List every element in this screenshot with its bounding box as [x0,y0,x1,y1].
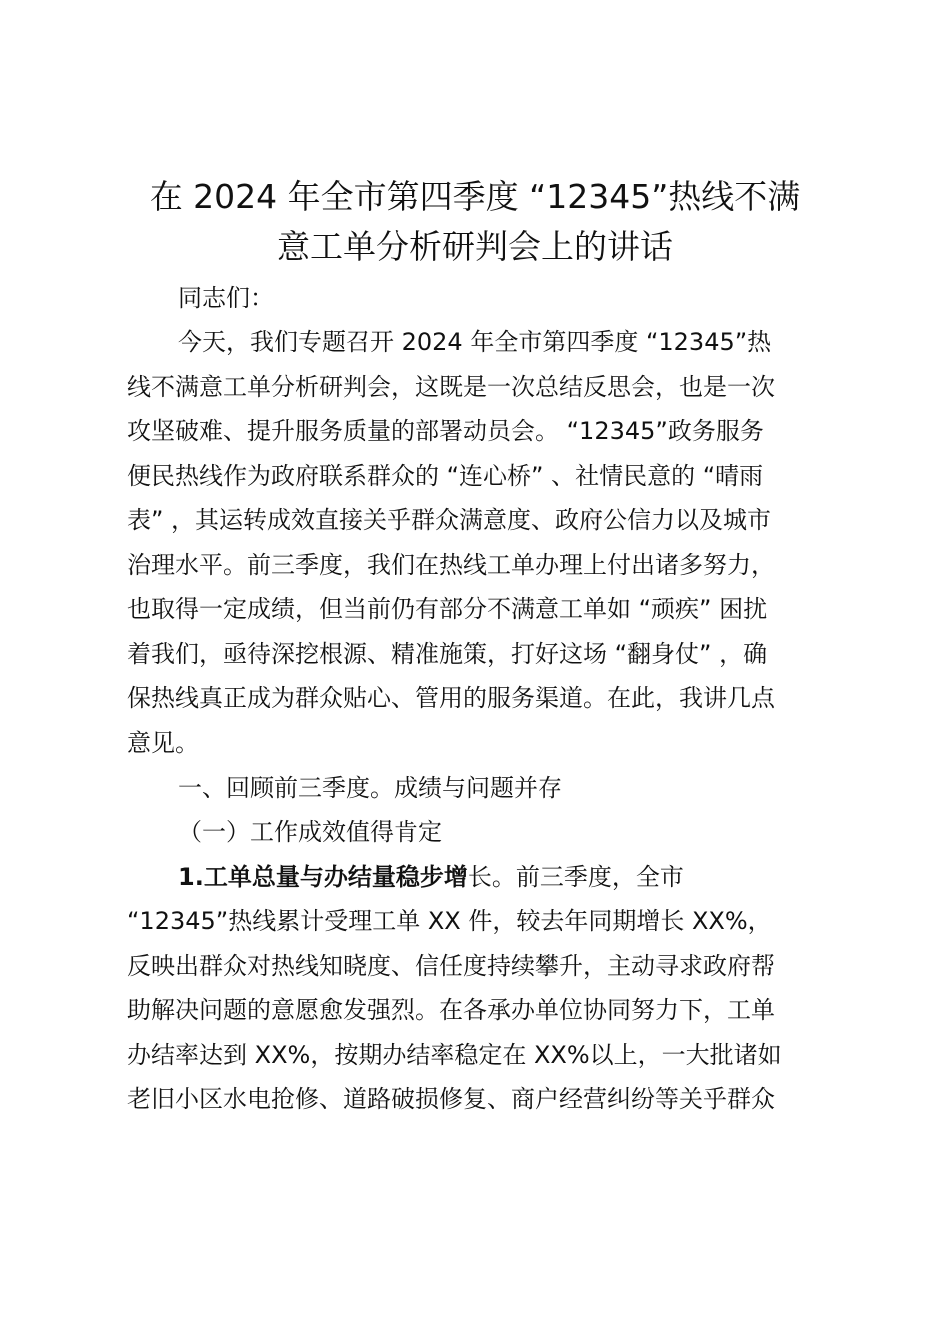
item1-line-4: 办结率达到 XX%，按期办结率稳定在 XX%以上，一大批诸如 [127,1041,782,1069]
intro-line-4: 便民热线作为政府联系群众的 “连心桥” 、社情民意的 “晴雨 [127,462,764,490]
item1-first-line [178,860,684,894]
intro-line-3: 攻坚破难、提升服务质量的部署动员会。 “12345”政务服务 [127,417,764,445]
intro-line-9: 保热线真正成为群众贴心、管用的服务渠道。在此，我讲几点 [127,684,775,712]
item1-line-3: 助解决问题的意愿愈发强烈。在各承办单位协同努力下，工单 [127,996,775,1024]
item1-bold-heading: 1.工单总量与办结量稳步增 [178,863,468,891]
subsection-heading: （一）工作成效值得肯定 [178,818,442,846]
item1-line-1: “12345”热线累计受理工单 XX 件，较去年同期增长 XX%， [127,907,772,935]
section-heading: 一、回顾前三季度。成绩与问题并存 [178,774,562,802]
intro-line-10: 意见。 [127,729,199,757]
salutation: 同志们： [178,284,274,312]
intro-line-7: 也取得一定成绩，但当前仍有部分不满意工单如 “顽疾” 困扰 [127,595,768,623]
intro-line-2: 线不满意工单分析研判会，这既是一次总结反思会，也是一次 [127,373,775,401]
item1-heading-rest: 长。前三季度，全市 [467,863,684,891]
intro-line-6: 治理水平。前三季度，我们在热线工单办理上付出诸多努力， [127,551,775,579]
item1-line-2: 反映出群众对热线知晓度、信任度持续攀升，主动寻求政府帮 [127,952,775,980]
intro-line-8: 着我们，亟待深挖根源、精准施策，打好这场 “翻身仗” ，确 [127,640,768,668]
document-title-line-2: 意工单分析研判会上的讲话 [277,227,673,266]
item1-line-5: 老旧小区水电抢修、道路破损修复、商户经营纠纷等关乎群众 [127,1085,775,1113]
document-title-line-1: 在 2024 年全市第四季度 “12345”热线不满 [149,177,801,216]
intro-line-1: 今天，我们专题召开 2024 年全市第四季度 “12345”热 [178,328,772,356]
intro-line-5: 表” ，其运转成效直接关乎群众满意度、政府公信力以及城市 [127,506,772,534]
